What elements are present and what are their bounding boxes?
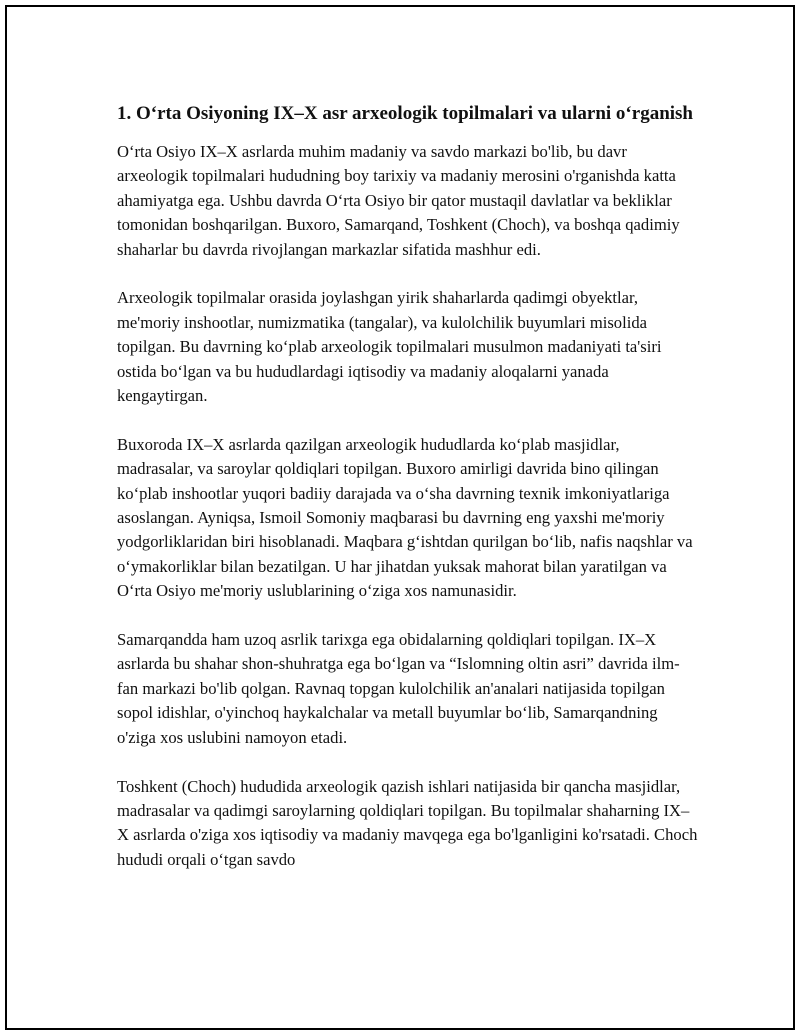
page-title: 1. O‘rta Osiyoning IX–X asr arxeologik topilmalari va ularni o‘rganish (117, 103, 694, 124)
paragraph-intro: O‘rta Osiyo IX–X asrlarda muhim madaniy va savdo markazi bo'lib, bu davr arxeologik topilmalari hududning boy tarixiy va madaniy merosini o'rganishda katta ahamiyatga ega. Ushbu davrda O‘rta Osiyo bir qator mustaqil davlatlar va bekliklar tomonidan boshqarilgan. Buxoro, Samarqand, Toshkent (Choch), va boshqa qadimiy shaharlar bu davrda rivojlangan markazlar sifatida mashhur edi. (117, 142, 680, 259)
paragraph-findings: Arxeologik topilmalar orasida joylashgan yirik shaharlarda qadimgi obyektlar, me'moriy inshootlar, numizmatika (tangalar), va kulolchilik buyumlari misolida topilgan. Bu davrning ko‘plab arxeologik topilmalari musulmon madaniyati ta'siri ostida bo‘lgan va bu hududlardagi iqtisodiy va madaniy aloqalarni yanada kengaytirgan. (117, 288, 662, 406)
document-body (117, 101, 699, 897)
paragraph-bukhara: Buxoroda IX–X asrlarda qazilgan arxeologik hududlarda ko‘plab masjidlar, madrasalar, va saroylar qoldiqlari topilgan. Buxoro amirligi davrida bino qilingan ko‘plab inshootlar yuqori badiiy darajada va o‘sha davrning texnik imkoniyatlariga asoslangan. Ayniqsa, Ismoil Somoniy maqbarasi bu davrning eng yaxshi me'moriy yodgorliklaridan biri hisoblanadi. Maqbara g‘ishtdan qurilgan bo‘lib, nafis naqshlar va o‘ymakorliklar bilan bezatilgan. U har jihatdan yuksak mahorat bilan yaratilgan va O‘rta Osiyo me'moriy uslublarining o‘ziga xos namunasidir. (117, 434, 693, 601)
page-frame (5, 5, 795, 1030)
paragraph-samarkand: Samarqandda ham uzoq asrlik tarixga ega obidalarning qoldiqlari topilgan. IX–X asrlarda bu shahar shon-shuhratga ega bo‘lgan va “Islomning oltin asri” davrida ilm-fan markazi bo'lib qolgan. Ravnaq topgan kulolchilik an'analari natijasida topilgan sopol idishlar, o'yinchoq haykalchalar va metall buyumlar bo‘lib, Samarqandning o'ziga xos uslubini namoyon etadi. (117, 630, 680, 747)
paragraph-tashkent: Toshkent (Choch) hududida arxeologik qazish ishlari natijasida bir qancha masjidlar, madrasalar va qadimgi saroylarning qoldiqlari topilgan. Bu topilmalar shaharning IX–X asrlarda o'ziga xos iqtisodiy va madaniy mavqega ega bo'lganligini ko'rsatadi. Choch hududi orqali o‘tgan savdo (117, 776, 698, 869)
